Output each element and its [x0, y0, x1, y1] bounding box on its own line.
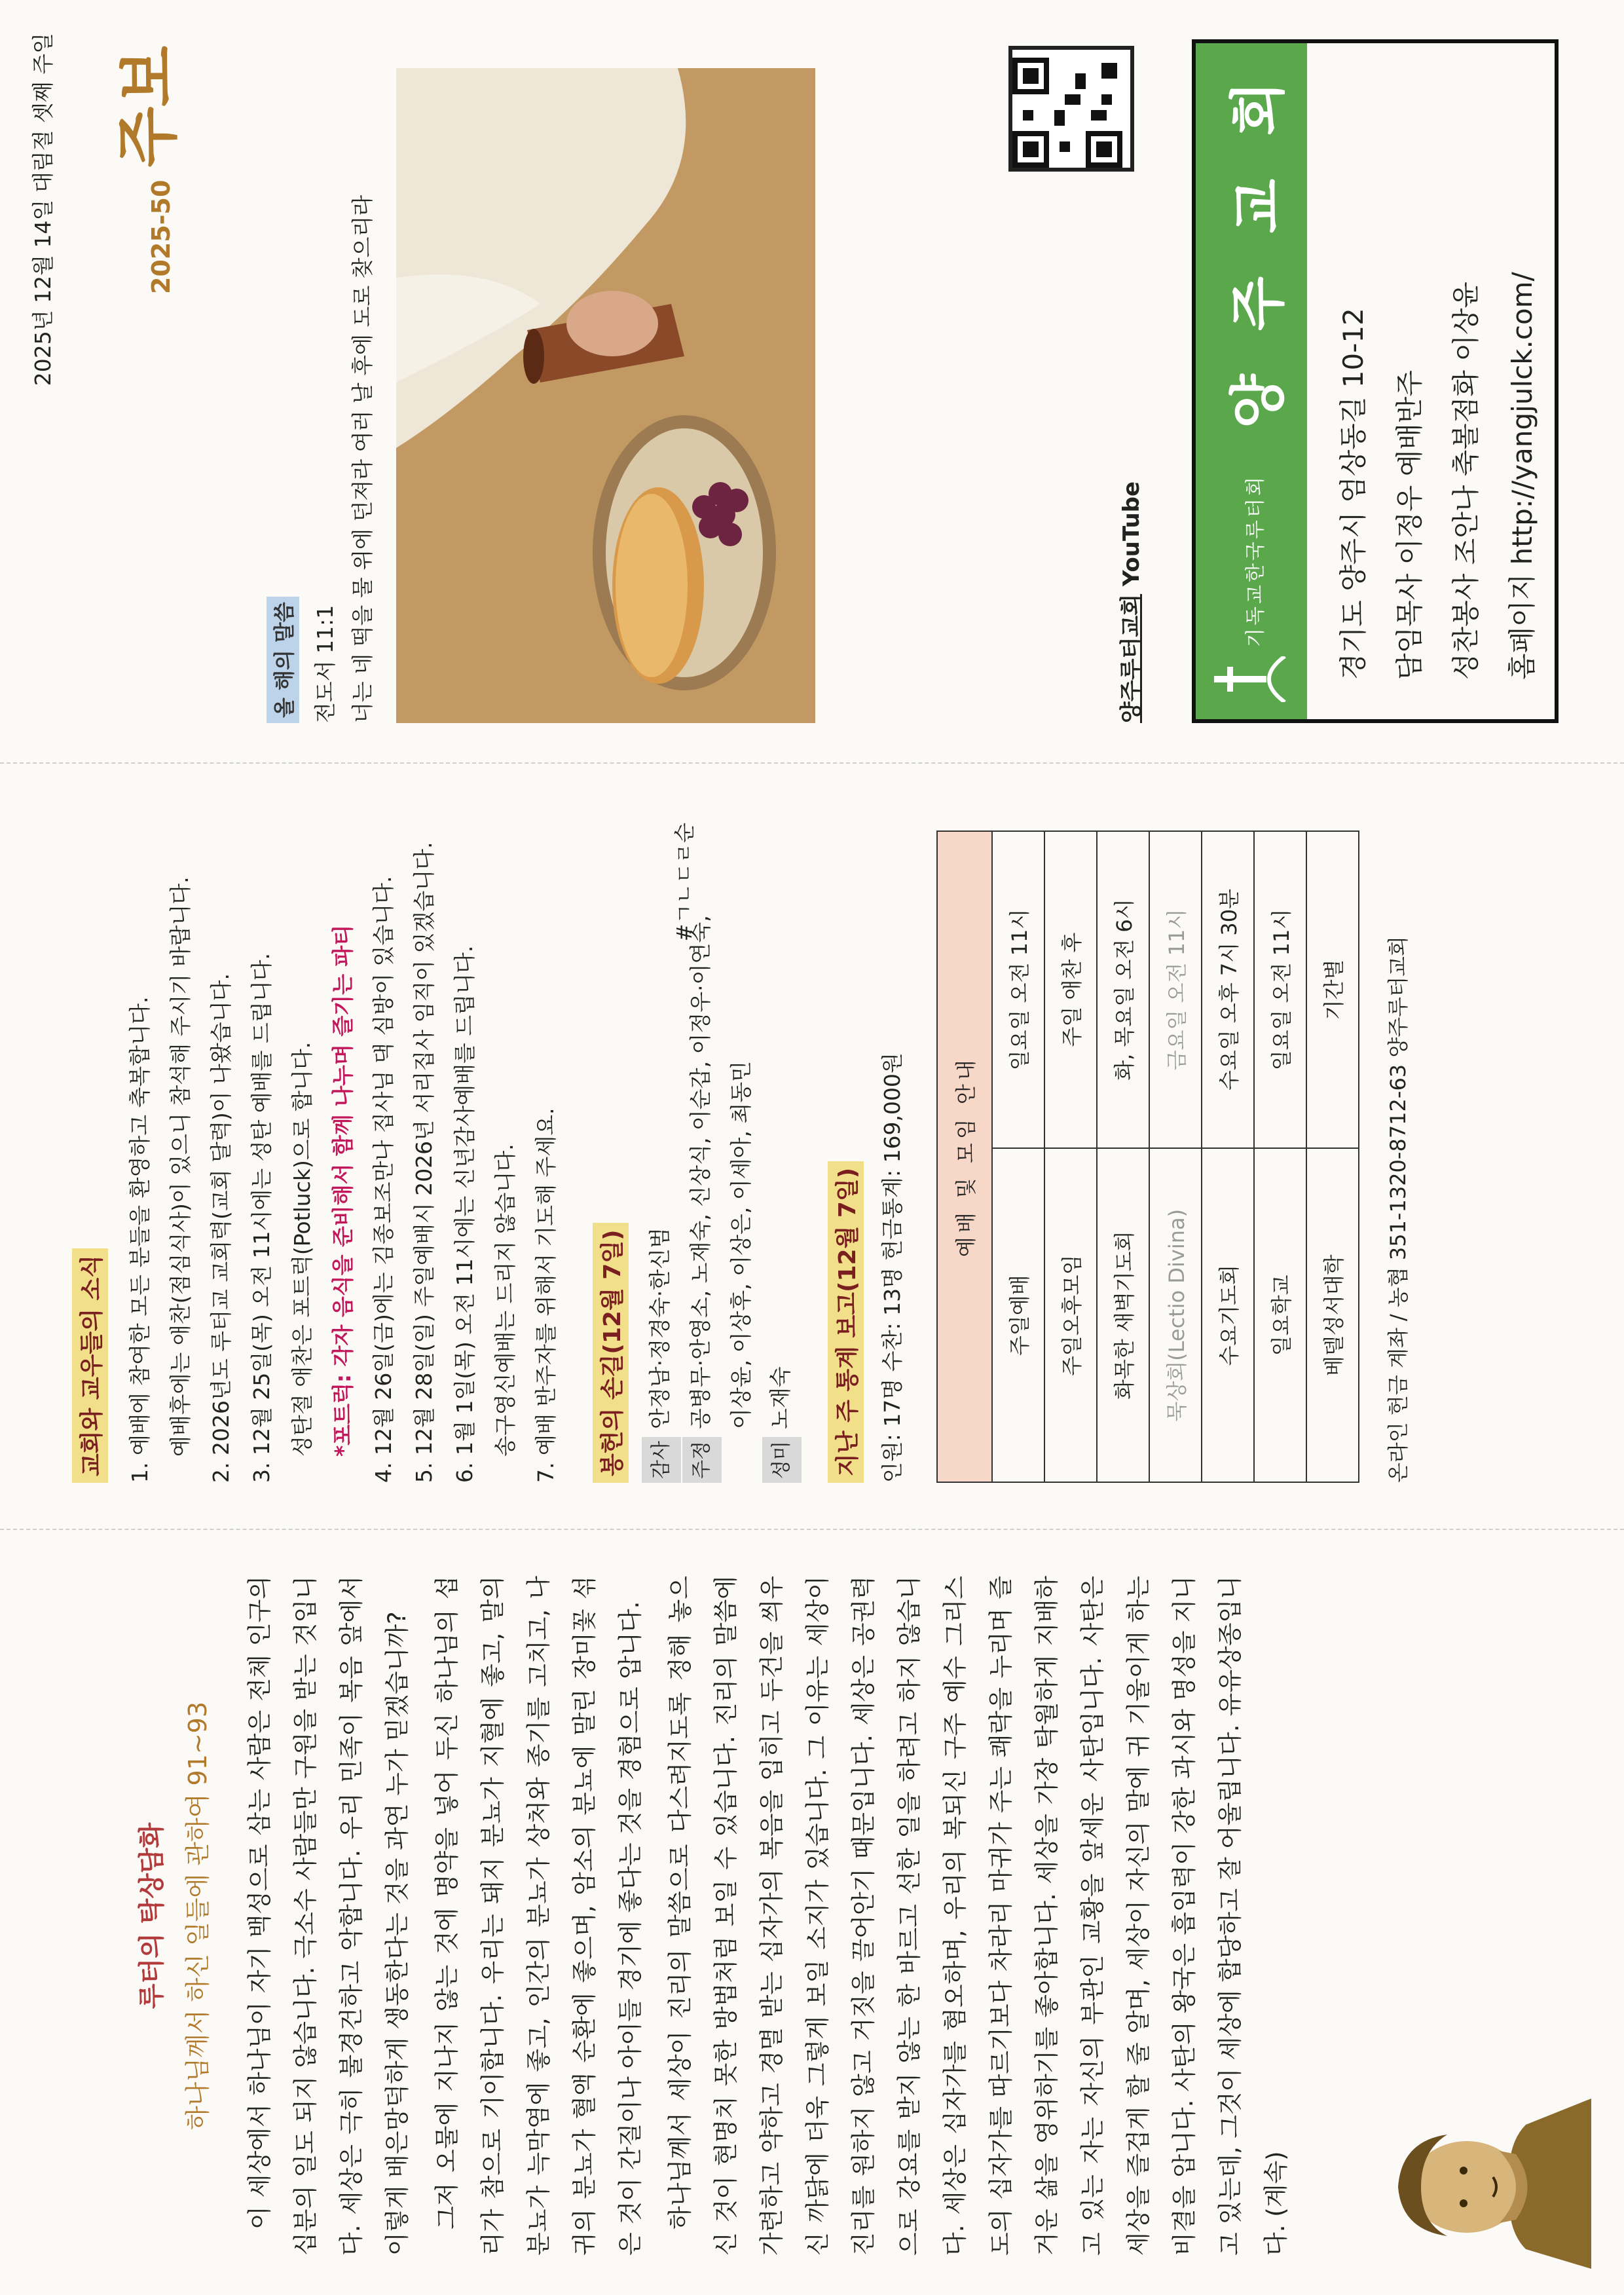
news-item: *포트럭: 각자 음식을 준비해서 함께 나누며 즐기는 파티: [330, 924, 356, 1457]
table-row: 베델성서대학 기간별: [1306, 831, 1359, 1482]
cover-photo-bread-and-cup: [396, 68, 815, 723]
luther-portrait-illustration: [1375, 2079, 1598, 2295]
church-banner: [1196, 43, 1307, 719]
stats-title: 지난 주 통계 보고(12월 7일): [828, 1161, 864, 1483]
denomination: 기독교한국루터회: [1244, 474, 1267, 647]
news-item: 6. 1월 1일(목) 오전 11시에는 신년감사예배를 드립니다. 송구영신예배는 드리지 않습니다.: [452, 945, 518, 1483]
verse-reference: 전도서 11:1: [312, 605, 338, 723]
youtube-channel-link[interactable]: 양주루터교회 YouTube: [1118, 481, 1145, 723]
church-address: 경기도 양주시 엄상동길 10-12: [1337, 308, 1369, 680]
church-homepage[interactable]: 홈페이지 http://yangjulck.com/: [1506, 272, 1538, 680]
qr-pattern-icon: [1012, 58, 1122, 168]
table-row: 묵상회(Lectio Divina) 금요일 오전 11시: [1149, 831, 1202, 1482]
news-item: 3. 12월 25일(목) 오전 11시에는 성탄 예배를 드립니다. 성탄절 애찬은 포트럭(Potluck)으로 합니다.: [249, 952, 315, 1483]
offering-account: 온라인 헌금 계좌 / 농협 351-1320-8712-63 양주루터교회: [1386, 936, 1411, 1483]
schedule-table: [936, 830, 1359, 1483]
luther-title: 루터의 탁상담화: [137, 1822, 167, 2009]
schedule-title: 예배 및 모임 안내: [937, 831, 992, 1482]
role-row: 성미노재숙: [761, 803, 802, 1483]
hashtag: #ㄱㄴㄷㄹ순: [672, 823, 697, 942]
news-title: 교회와 교우들의 소식: [72, 1248, 108, 1483]
table-row: 수요기도회 수요일 오후 7시 30분: [1202, 831, 1254, 1482]
bulletin-number: 2025-50: [147, 179, 175, 294]
cover-panel: [0, 0, 1624, 762]
news-item: 2. 2026년도 루터교 교회력(교회 달력)이 나왔습니다.: [208, 973, 234, 1483]
verse-text: 너는 네 떡을 물 위에 던져라 여러 날 후에 도로 찾으리라: [350, 195, 375, 723]
luther-subtitle: 하나님께서 하신 일들에 관하여 91~93: [183, 1701, 212, 2131]
bulletin-heading: [98, 46, 188, 294]
news-list: [120, 803, 566, 1483]
bulletin-title: 주보: [111, 46, 185, 168]
roles-title: 봉헌의 손길(12월 7일): [593, 1223, 629, 1483]
news-item: 1. 예배에 참여한 모든 분들을 환영하고 축복합니다. 예배후에는 애찬(점심식사)이 있으니 참석해 주시기 바랍니다.: [127, 876, 193, 1483]
church-info-box: [1192, 39, 1559, 723]
luther-paragraph: 그저 오물에 지나지 않는 것에 명약을 넣어 두신 하나님의 섭리가 참으로 기이합니다. 우리는 돼지 분뇨가 지혈에 좋고, 말의 분뇨가 늑막염에 좋고, 인간의 분뇨가 상처와 종기를 고치고, 나귀의 분뇨가 혈액 순환에 좋으며, 암소의 분뇨에 말린 장미꽃 섞은 것이 간질이나 아이들 경기에 좋다는 것을 경험으로 압니다.: [433, 1576, 644, 2256]
fold-line: [0, 762, 1624, 764]
luther-panel: [0, 1530, 1624, 2295]
role-row: 감사안정남·정경숙·한신범: [640, 803, 681, 1483]
fold-line: [0, 1529, 1624, 1530]
service-date: 2025년 12월 14일 대림절 셋째 주일: [30, 33, 56, 386]
cross-icon: [1214, 656, 1286, 702]
role-row: 주정공병무·안영소, 노재숙, 신상식, 이순갑, 이정우·이연숙,: [681, 803, 722, 1483]
news-panel: [0, 764, 1624, 1529]
table-row: 일요학교 일요일 오전 11시: [1254, 831, 1306, 1482]
qr-code[interactable]: [1008, 46, 1134, 172]
church-name: 양 주 교 회: [1226, 69, 1291, 429]
roles-list: [640, 803, 802, 1483]
news-item: 4. 12월 26일(금)에는 김종보조만나 집사님 댁 심방이 있습니다.: [371, 876, 396, 1483]
table-row: 주일오후모임 주일 애찬 후: [1044, 831, 1097, 1482]
stats-text: 인원: 17명 수찬: 13명 헌금통계: 169,000원: [879, 1053, 905, 1483]
church-servers: 성찬봉사 조안나 축볼점화 이상윤: [1450, 281, 1482, 680]
church-pastor: 담임목사 이정우 예배반주: [1393, 370, 1426, 680]
table-row: 화목한 새벽기도회 화, 목요일 오전 6시: [1097, 831, 1149, 1482]
verse-label: 올 해의 말씀: [267, 597, 299, 723]
church-details: [1307, 43, 1569, 719]
luther-paragraph: 하나님께서 세상이 진리의 말씀으로 다스려지도록 정해 놓으신 것이 현명치 못한 방법처럼 보일 수 있습니다. 진리의 말씀에 가련하고 약하고 경멸 받는 십자가의 복음을 입히고 두건을 씌우신 까닭에 더욱 그렇게 보일 소지가 있습니다. 그 이유는 세상이 진리를 원하지 않고 거짓을 끌어안기 때문입니다. 세상은 공권력으로 강요를 받지 않는 한 바르고 선한 일을 하려고 하지 않습니다. 세상은 십자가를 혐오하며, 우리의 복되신 구주 예수 그리스도의 십자가를 따르기보다 차라리 마귀가 주는 쾌락을 누리며 즐거운 삶을 영위하기를 좋아합니다. 세상을 가장 탁월하게 지배하고 있는 자는 자신의 부관인 교황을 앞세운 사탄입니다. 사탄은 세상을 즐겁게 할 줄 알며, 세상이 자신의 말에 귀 기울이게 하는 비결을 압니다. 사탄의 왕국은 흡입력이 강한 과시와 명성을 지니고 있는데, 그것이 세상에 합당하고 잘 어울립니다. 유유상종입니다. (계속): [666, 1576, 1290, 2256]
luther-paragraph: 이 세상에서 하나님이 자기 백성으로 삼는 사람은 전체 인구의 십분의 일도 되지 않습니다. 극소수 사람들만 구원을 받는 것입니다. 세상은 극히 불경건하고 악합니다. 우리 민족이 복음 앞에서 이렇게 배은망덕하게 생동한다는 것을 과연 누가 믿겠습니까?: [246, 1576, 411, 2256]
role-row: 이상윤, 이상후, 이상은, 이세아, 최동민: [728, 1060, 754, 1429]
news-item: 7. 예배 반주자를 위해서 기도해 주세요.: [533, 1108, 559, 1483]
table-row: 주일예배 일요일 오전 11시: [992, 831, 1044, 1482]
news-item: 5. 12월 28일(일) 주일예배시 2026년 서리집사 임직이 있겠습니다.: [411, 842, 437, 1483]
